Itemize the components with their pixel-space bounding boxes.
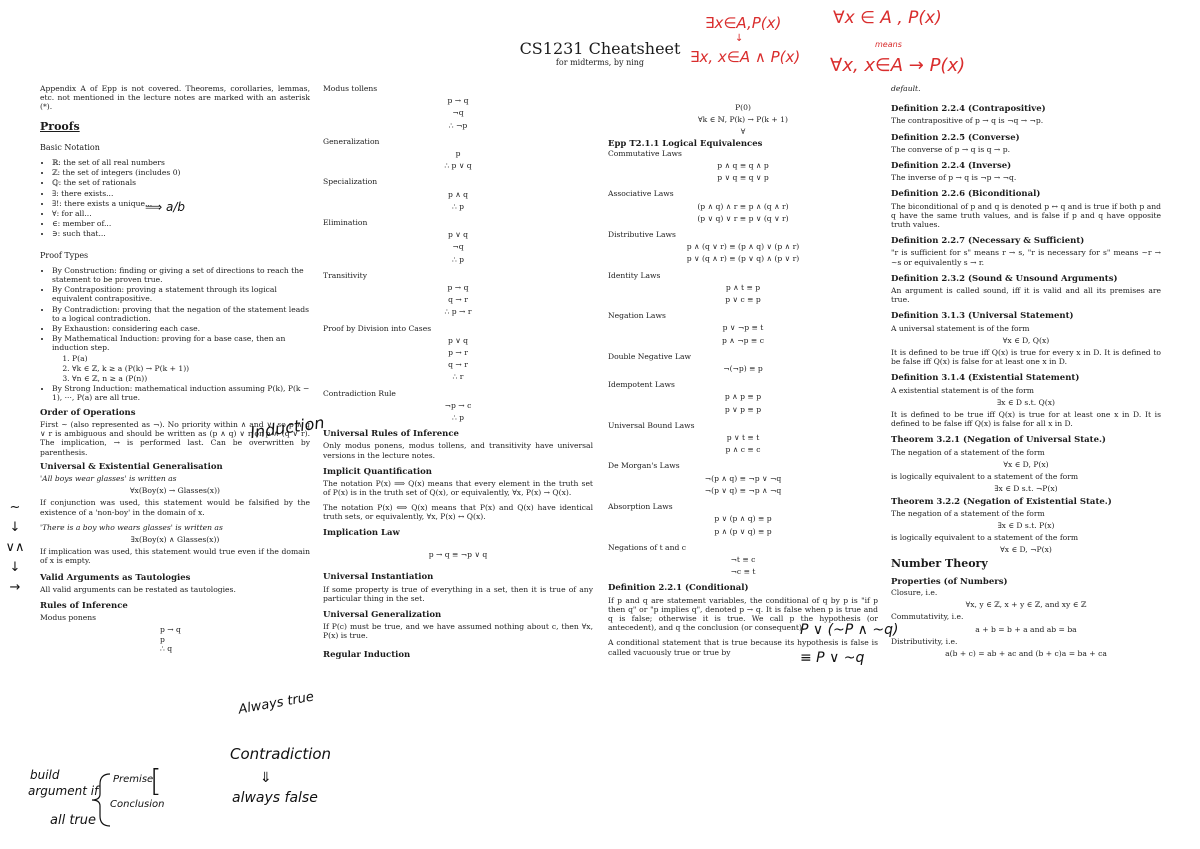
law-name: Double Negative Law bbox=[608, 351, 692, 361]
handwritten-margin-marks: ~ ↓ ∨∧ ↓ → bbox=[5, 500, 25, 595]
universal-generalization-heading: Universal Generalization bbox=[323, 609, 442, 620]
handwritten-absorption-2: ≡ P ∨ ~q bbox=[800, 650, 865, 666]
list-item: • By Exhaustion: considering each case. bbox=[52, 324, 310, 333]
law-equation: p ∧ t ≡ p bbox=[725, 282, 761, 292]
universal-instantiation-heading: Universal Instantiation bbox=[323, 572, 434, 583]
definition-heading: Definition 2.2.6 (Biconditional) bbox=[891, 189, 1041, 200]
formula-line: ∴ p bbox=[451, 254, 465, 264]
def-314-lead: A existential statement is of the form bbox=[891, 385, 1034, 395]
formula-line: P(0) bbox=[735, 103, 751, 112]
thm-322-equation-1: ∃x ∈ D s.t. P(x) bbox=[997, 520, 1055, 530]
list-item: • ∈: member of... bbox=[52, 219, 310, 228]
modus-tollens-label: Modus tollens bbox=[323, 84, 378, 93]
closure-label: Closure, i.e. bbox=[891, 587, 938, 597]
handwritten-note-forall-2: ∀x, x∈A → P(x) bbox=[830, 55, 966, 76]
def-313-lead: A universal statement is of the form bbox=[891, 323, 1030, 333]
law-equation: p ∧ c ≡ c bbox=[725, 445, 761, 455]
boys-equation: ∀x(Boy(x) → Glasses(x)) bbox=[129, 486, 221, 496]
implication-law-equation: p → q ≡ ¬p ∨ q bbox=[428, 550, 488, 560]
definition-heading: Definition 2.2.5 (Converse) bbox=[891, 132, 1020, 143]
handwritten-all-true: all true bbox=[50, 813, 97, 828]
formula-line: p ∨ q bbox=[447, 335, 469, 345]
law-equation: ¬t ≡ c bbox=[730, 554, 756, 564]
boy-quote: 'There is a boy who wears glasses' is written as bbox=[40, 522, 223, 532]
handwritten-build: build bbox=[30, 768, 60, 782]
list-item: 1. P(a) bbox=[72, 354, 310, 363]
division-label: Proof by Division into Cases bbox=[323, 323, 432, 333]
law-equation: p ∧ p ≡ p bbox=[724, 392, 762, 402]
equivalences-heading: Epp T2.1.1 Logical Equivalences bbox=[608, 138, 763, 149]
column-4 bbox=[891, 84, 1161, 661]
formula-line: p bbox=[160, 634, 165, 644]
law-name: Negation Laws bbox=[608, 311, 666, 321]
thm-321-heading: Theorem 3.2.1 (Negation of Universal State.) bbox=[891, 435, 1106, 446]
definition-heading: Definition 2.2.4 (Inverse) bbox=[891, 161, 1012, 172]
law-name: Commutative Laws bbox=[608, 148, 682, 158]
handwritten-arrow-down: ↓ bbox=[735, 33, 744, 44]
boys-quote: 'All boys wear glasses' is written as bbox=[40, 473, 177, 483]
transitivity-label: Transitivity bbox=[323, 270, 367, 280]
vacuous-text: A conditional statement that is true because its hypothesis is false is called vacuously true or true by bbox=[608, 638, 878, 657]
handwritten-note-exists-1: ∃x∈A,P(x) bbox=[705, 14, 782, 32]
list-item: • ∀: for all... bbox=[52, 209, 310, 218]
implicit-text-1: The notation P(x) ⟹ Q(x) means that every element in the truth set of P(x) is in the truth set of Q(x), or equivalently, ∀x, P(x) → Q(x). bbox=[323, 479, 593, 498]
generalization-label: Generalization bbox=[323, 136, 380, 146]
law-equation: p ∨ c ≡ p bbox=[725, 295, 761, 305]
formula-line: q → r bbox=[448, 360, 468, 370]
formula-line: p → q bbox=[447, 283, 469, 293]
order-text: First ~ (also represented as ¬). No priority within ∧ and ∨, so p ∧ q ∨ r is ambiguous and should be written as (p ∧ q) ∨ r or p ∧ (q ∨ r). The implication, → is performed last. Can be overwritten by parenthesis. bbox=[40, 419, 310, 457]
formula-line: p → r bbox=[448, 348, 468, 358]
implication-text: If implication was used, this statement would true even if the domain of x is empty. bbox=[40, 547, 310, 566]
universal-rules-text: Only modus ponens, modus tollens, and transitivity have universal versions in the lecture notes. bbox=[323, 441, 593, 460]
column-2 bbox=[323, 84, 593, 662]
law-equation: ¬(p ∧ q) ≡ ¬p ∨ ¬q bbox=[704, 473, 782, 483]
thm-321-equation-1: ∀x ∈ D, P(x) bbox=[1003, 459, 1049, 469]
handwritten-bracket: [ bbox=[150, 764, 162, 799]
elimination-label: Elimination bbox=[323, 218, 368, 228]
handwritten-contradiction: Contradiction bbox=[230, 745, 332, 763]
universal-instantiation-text: If some property is true of everything in a set, then it is true of any particular thing in the set. bbox=[323, 584, 593, 603]
law-equation: p ∨ (q ∧ r) ≡ (p ∨ q) ∧ (p ∨ r) bbox=[686, 254, 800, 264]
def-313-equation: ∀x ∈ D, Q(x) bbox=[1002, 335, 1050, 345]
definition-heading: Definition 2.2.4 (Contrapositive) bbox=[891, 104, 1046, 115]
law-equation: p ∨ ¬p ≡ t bbox=[722, 323, 764, 333]
handwritten-induction: Induction bbox=[249, 412, 326, 443]
page-title: CS1231 Cheatsheet bbox=[519, 39, 681, 58]
list-item: • By Strong Induction: mathematical induction assuming P(k), P(k − 1), ···, P(a) are all true. bbox=[52, 384, 310, 402]
list-item: • ℤ: the set of integers (includes 0) bbox=[52, 168, 310, 177]
law-name: Associative Laws bbox=[608, 189, 674, 199]
notation-list bbox=[40, 158, 310, 239]
formula-line: ∴ r bbox=[452, 372, 464, 382]
law-equation: ¬(p ∨ q) ≡ ¬p ∧ ¬q bbox=[704, 485, 782, 495]
def-314-heading: Definition 3.1.4 (Existential Statement) bbox=[891, 373, 1080, 384]
column-1 bbox=[40, 84, 310, 653]
conjunction-text: If conjunction was used, this statement would be falsified by the existence of a 'non-boy' in the domain of x. bbox=[40, 498, 310, 517]
number-theory-heading: Number Theory bbox=[891, 556, 988, 570]
law-equation: p ∧ (p ∨ q) ≡ p bbox=[714, 526, 772, 536]
induction-text: By Mathematical Induction: proving for a base case, then an induction step. bbox=[52, 334, 286, 353]
formula-line: p bbox=[455, 149, 461, 159]
law-equation: p ∨ q ≡ q ∨ p bbox=[717, 173, 769, 183]
formula-line: ¬q bbox=[452, 242, 464, 252]
distributivity-equation: a(b + c) = ab + ac and (b + c)a = ba + ca bbox=[945, 648, 1107, 658]
properties-heading: Properties (of Numbers) bbox=[891, 576, 1008, 587]
law-equation: ¬(¬p) ≡ p bbox=[723, 364, 763, 374]
definition-heading: Definition 2.3.2 (Sound & Unsound Arguments) bbox=[891, 273, 1118, 284]
handwritten-premise: Premise bbox=[113, 774, 154, 785]
handwritten-brace bbox=[82, 770, 122, 830]
handwritten-down-arrow: ⇓ bbox=[260, 770, 272, 786]
handwritten-rationals: ⟹ a/b bbox=[145, 200, 186, 214]
thm-322-lead: The negation of a statement of the form bbox=[891, 508, 1045, 518]
handwritten-absorption-1: P ∨ (~P ∧ ~q) bbox=[800, 622, 899, 638]
formula-line: ∴ p → r bbox=[444, 307, 472, 317]
law-equation: (p ∨ q) ∨ r ≡ p ∨ (q ∨ r) bbox=[697, 213, 789, 223]
column-3 bbox=[608, 100, 878, 660]
law-equation: p ∨ p ≡ p bbox=[724, 404, 762, 414]
def-221-heading: Definition 2.2.1 (Conditional) bbox=[608, 583, 749, 594]
definition-text: The biconditional of p and q is denoted p ↔ q and is true if both p and q have the same truth values, and is false if p and q have opposite truth values. bbox=[891, 201, 1161, 230]
formula-line: ∀k ∈ ℕ, P(k) → P(k + 1) bbox=[698, 115, 788, 125]
law-equation: p ∧ (q ∨ r) ≡ (p ∧ q) ∨ (p ∧ r) bbox=[686, 242, 800, 252]
list-item bbox=[52, 334, 310, 383]
formula-line: q → r bbox=[448, 295, 468, 305]
def-314-equation: ∃x ∈ D s.t. Q(x) bbox=[997, 397, 1055, 407]
law-name: Negations of t and c bbox=[608, 542, 686, 552]
closure-equation: ∀x, y ∈ ℤ, x + y ∈ ℤ, and xy ∈ ℤ bbox=[965, 600, 1087, 610]
intro-text: Appendix A of Epp is not covered. Theorems, corollaries, lemmas, etc. not mentioned in the lecture notes are marked with an asterisk (*). bbox=[40, 84, 310, 112]
handwritten-always-true: Always true bbox=[237, 689, 316, 718]
law-name: Distributive Laws bbox=[608, 230, 676, 240]
modus-ponens-lines bbox=[160, 625, 310, 653]
list-item: • By Contraposition: proving a statement through its logical equivalent contrapositive. bbox=[52, 285, 310, 303]
list-item: • By Construction: finding or giving a set of directions to reach the statement to be proven true. bbox=[52, 266, 310, 284]
handwritten-note-means: means bbox=[875, 40, 902, 49]
page-subtitle: for midterms, by ning bbox=[555, 58, 645, 67]
proof-types-heading: Proof Types bbox=[40, 250, 89, 260]
induction-steps bbox=[52, 354, 310, 384]
thm-321-mid: is logically equivalent to a statement of the form bbox=[891, 472, 1079, 482]
thm-322-mid: is logically equivalent to a statement of the form bbox=[891, 533, 1079, 543]
valid-text: All valid arguments can be restated as tautologies. bbox=[40, 584, 236, 594]
handwritten-note-exists-2: ∃x, x∈A ∧ P(x) bbox=[690, 48, 801, 66]
proof-types-list bbox=[40, 266, 310, 403]
formula-line: ∴ q bbox=[160, 643, 173, 653]
formula-line: p → q bbox=[160, 625, 181, 635]
specialization-label: Specialization bbox=[323, 177, 378, 187]
law-equation: p ∨ (p ∧ q) ≡ p bbox=[714, 514, 772, 524]
title-block bbox=[480, 40, 720, 68]
formula-line: p ∧ q bbox=[447, 189, 469, 199]
formula-line: p ∨ q bbox=[447, 230, 469, 240]
list-item: 2. ∀k ∈ ℤ, k ≥ a (P(k) → P(k + 1)) bbox=[72, 364, 310, 373]
law-name: Absorption Laws bbox=[608, 502, 673, 512]
handwritten-conclusion: Conclusion bbox=[110, 799, 165, 810]
contradiction-rule-label: Contradiction Rule bbox=[323, 388, 396, 398]
handwritten-always-false: always false bbox=[232, 790, 318, 806]
rules-heading: Rules of Inference bbox=[40, 600, 128, 611]
universal-heading: Universal & Existential Generalisation bbox=[40, 461, 223, 472]
def-314-text: It is defined to be true iff Q(x) is true for at least one x in D. It is defined to be false iff Q(x) is false for all x in D. bbox=[891, 410, 1161, 429]
valid-heading: Valid Arguments as Tautologies bbox=[40, 572, 191, 583]
law-name: Universal Bound Laws bbox=[608, 420, 695, 430]
handwritten-argument-if: argument if bbox=[28, 784, 99, 798]
thm-322-equation-2: ∀x ∈ D, ¬P(x) bbox=[1000, 545, 1052, 555]
thm-322-heading: Theorem 3.2.2 (Negation of Existential State.) bbox=[891, 496, 1112, 507]
universal-generalization-text: If P(c) must be true, and we have assumed nothing about c, then ∀x, P(x) is true. bbox=[323, 622, 593, 641]
def-313-heading: Definition 3.1.3 (Universal Statement) bbox=[891, 311, 1074, 322]
modus-ponens-label: Modus ponens bbox=[40, 613, 97, 623]
formula-line: ∴ p bbox=[451, 201, 465, 211]
definition-text: The contrapositive of p → q is ¬q → ¬p. bbox=[891, 116, 1044, 126]
list-item: • By Contradiction: proving that the negation of the statement leads to a logical contradiction. bbox=[52, 305, 310, 323]
law-name: De Morgan's Laws bbox=[608, 461, 680, 471]
implicit-heading: Implicit Quantification bbox=[323, 466, 432, 477]
formula-line: p → q bbox=[447, 96, 469, 106]
formula-line: ¬q bbox=[452, 108, 464, 118]
definition-text: The converse of p → q is q → p. bbox=[891, 144, 1010, 154]
def-313-text: It is defined to be true iff Q(x) is true for every x in D. It is defined to be false iff Q(x) is false for at least one x in D. bbox=[891, 348, 1161, 367]
law-equation: p ∧ ¬p ≡ c bbox=[722, 335, 764, 345]
def-221-text: If p and q are statement variables, the conditional of q by p is "if p then q" or "p implies q", denoted p → q. It is false when p is true and q is false; otherwise it is true. We call p the hypothesis (or antecedent), and q the conclusion (or consequent). bbox=[608, 595, 878, 633]
basic-notation-heading: Basic Notation bbox=[40, 142, 100, 152]
definition-text: The inverse of p → q is ¬p → ¬q. bbox=[891, 173, 1017, 183]
law-equation: p ∧ q ≡ q ∧ p bbox=[717, 161, 769, 171]
definition-heading: Definition 2.2.7 (Necessary & Sufficient) bbox=[891, 236, 1085, 247]
implicit-text-2: The notation P(x) ⟺ Q(x) means that P(x) and Q(x) have identical truth sets, or equivalently, ∀x, P(x) ↔ Q(x). bbox=[323, 502, 593, 521]
commutativity-label: Commutativity, i.e. bbox=[891, 612, 964, 622]
law-equation: p ∨ t ≡ t bbox=[726, 433, 760, 443]
default-word: default. bbox=[891, 84, 921, 93]
law-equation: (p ∧ q) ∧ r ≡ p ∧ (q ∧ r) bbox=[697, 201, 789, 211]
distributivity-label: Distributivity, i.e. bbox=[891, 636, 958, 646]
thm-321-equation-2: ∃x ∈ D s.t. ¬P(x) bbox=[994, 484, 1058, 494]
list-item: • ℚ: the set of rationals bbox=[52, 178, 310, 187]
formula-line: ∴ p bbox=[451, 413, 465, 423]
list-item: • ∃: there exists... bbox=[52, 189, 310, 198]
commutativity-equation: a + b = b + a and ab = ba bbox=[975, 624, 1077, 634]
thm-321-lead: The negation of a statement of the form bbox=[891, 447, 1045, 457]
formula-line: ¬p → c bbox=[444, 400, 472, 410]
definition-text: "r is sufficient for s" means r → s, "r is necessary for s" means ~r → ~s or equivalently s → r. bbox=[891, 248, 1161, 267]
boy-equation: ∃x(Boy(x) ∧ Glasses(x)) bbox=[130, 534, 220, 544]
formula-line: ∴ ¬p bbox=[448, 120, 468, 130]
list-item: • ∋: such that... bbox=[52, 229, 310, 238]
regular-induction-heading: Regular Induction bbox=[323, 649, 411, 660]
formula-line: ∀ bbox=[740, 127, 746, 137]
list-item: • ∃!: there exists a unique... bbox=[52, 199, 310, 208]
list-item: • ℝ: the set of all real numbers bbox=[52, 158, 310, 167]
law-equation: ¬c ≡ t bbox=[730, 567, 756, 577]
order-heading: Order of Operations bbox=[40, 407, 136, 418]
list-item: 3. ∀n ∈ ℤ, n ≥ a (P(n)) bbox=[72, 374, 310, 383]
definition-text: An argument is called sound, iff it is valid and all its premises are true. bbox=[891, 286, 1161, 305]
proofs-heading: Proofs bbox=[40, 119, 80, 133]
universal-rules-heading: Universal Rules of Inference bbox=[323, 429, 459, 440]
handwritten-note-forall-1: ∀x ∈ A , P(x) bbox=[833, 8, 942, 28]
law-name: Identity Laws bbox=[608, 270, 661, 280]
implication-law-heading: Implication Law bbox=[323, 527, 400, 538]
formula-line: ∴ p ∨ q bbox=[444, 161, 472, 171]
law-name: Idempotent Laws bbox=[608, 380, 675, 390]
